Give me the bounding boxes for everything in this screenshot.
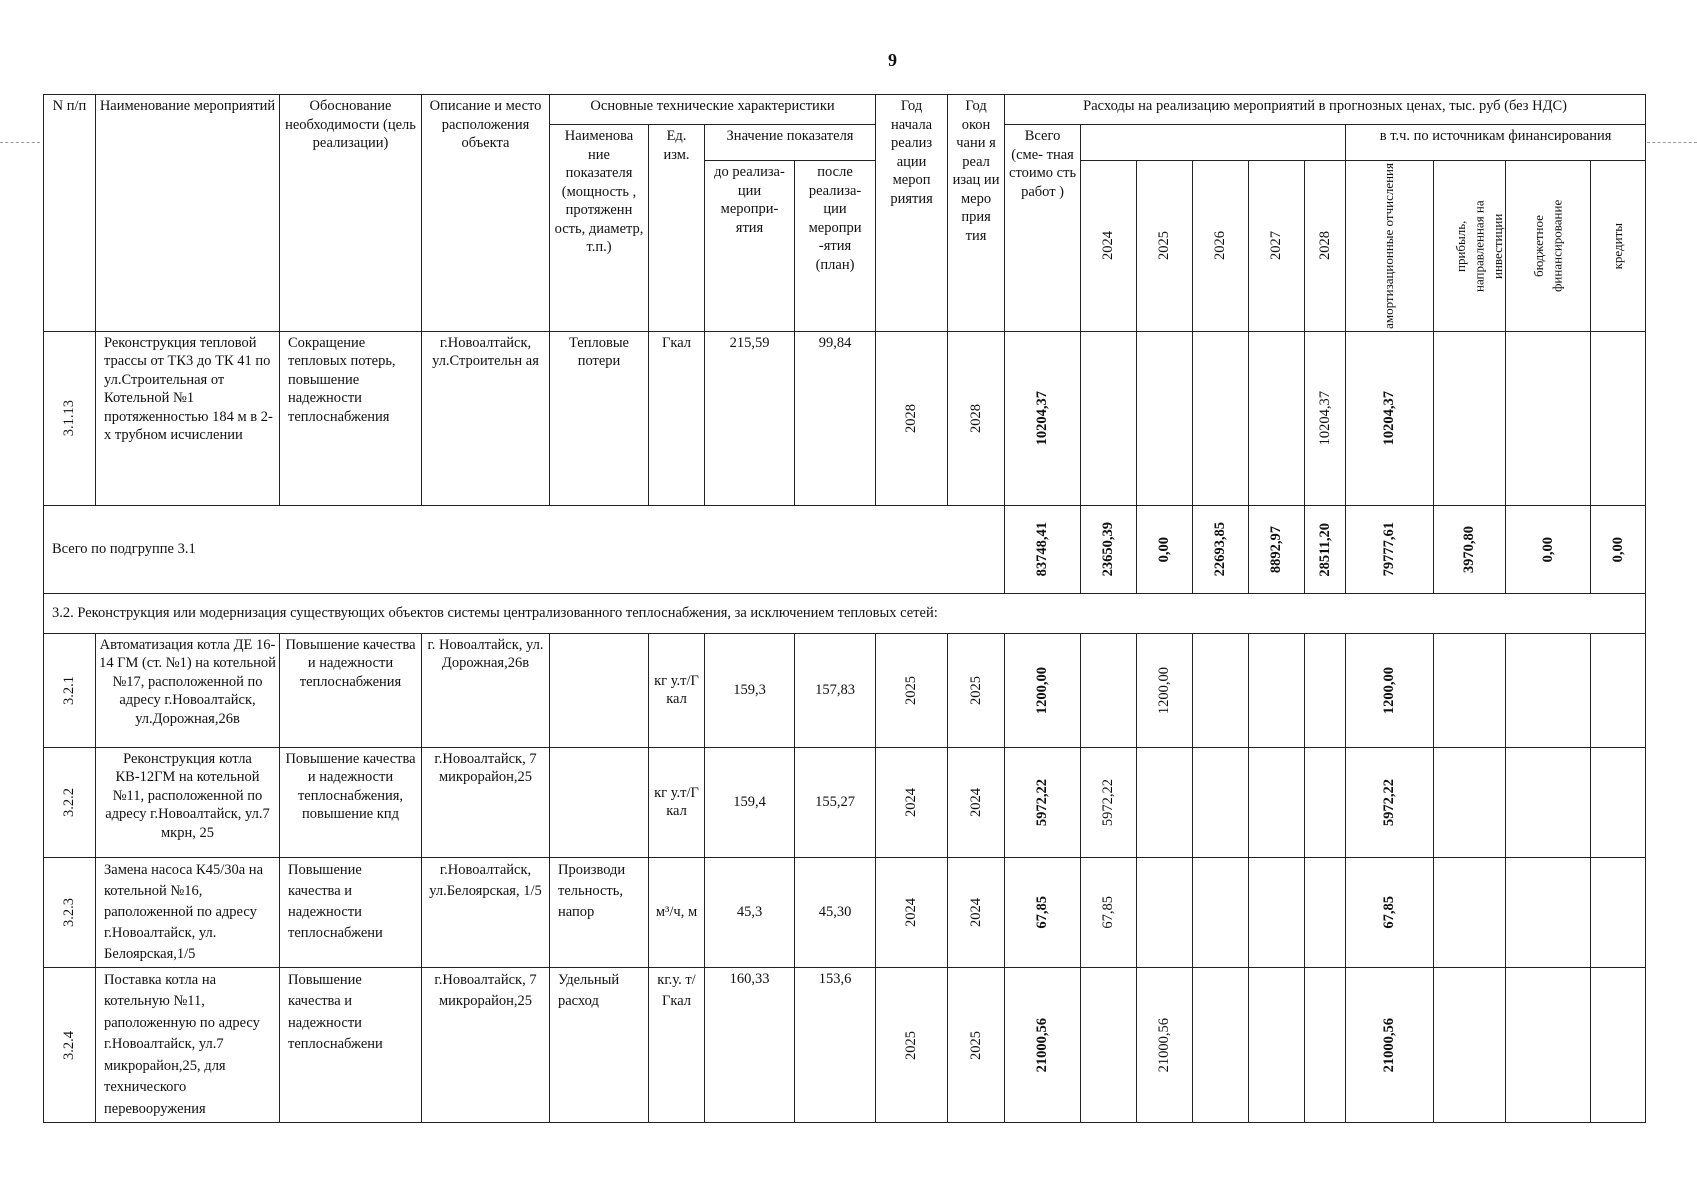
value-before: 159,3: [705, 633, 795, 747]
header-source-amort: амортизационные отчисления: [1381, 163, 1397, 329]
header-after: после реализа- ции меропри -ятия (план): [795, 161, 876, 332]
cost-2027: [1249, 967, 1305, 1123]
header-costs-group: Расходы на реализацию мероприятий в прогнозных ценах, тыс. руб (без НДС): [1005, 95, 1646, 125]
row-number: 3.1.13: [61, 400, 78, 437]
indicator: Тепловые потери: [550, 331, 649, 505]
year-start: 2025: [903, 1030, 920, 1060]
subtotal-2026: 22693,85: [1212, 522, 1229, 577]
header-n: N п/п: [44, 95, 96, 332]
cost-2024: 5972,22: [1100, 778, 1117, 826]
header-justification: Обоснование необходимости (цель реализации): [280, 95, 422, 332]
justification: Сокращение тепловых потерь, повышение надежности теплоснабжения: [280, 331, 422, 505]
value-before: 45,3: [705, 857, 795, 967]
justification: Повышение качества и надежности теплоснабжени: [280, 857, 422, 967]
row-number: 3.2.2: [61, 787, 78, 817]
header-source-profit: прибыль, направленная на инвестиции: [1452, 200, 1505, 292]
cost-total: 1200,00: [1034, 666, 1051, 714]
header-sources-group: в т.ч. по источникам финансирования: [1346, 125, 1646, 161]
subtotal-row: [44, 505, 1646, 593]
unit: Гкал: [649, 331, 705, 505]
header-year-2024: 2024: [1100, 231, 1117, 261]
cost-2028: [1305, 633, 1346, 747]
year-end: 2025: [967, 1030, 984, 1060]
row-number: 3.2.1: [61, 675, 78, 705]
year-start: 2028: [903, 403, 920, 433]
subtotal-total: 83748,41: [1034, 522, 1051, 577]
source-budget: [1506, 747, 1591, 857]
source-profit: [1434, 331, 1506, 505]
location: г.Новоалтайск, ул.Белоярская, 1/5: [422, 857, 550, 967]
year-start: 2025: [903, 675, 920, 705]
indicator: [550, 747, 649, 857]
justification: Повышение качества и надежности теплоснабжени: [280, 967, 422, 1123]
cost-total: 10204,37: [1034, 391, 1051, 446]
cost-2026: [1193, 331, 1249, 505]
table-row: [44, 331, 1646, 505]
cost-2024: 67,85: [1100, 896, 1117, 929]
year-end: 2025: [967, 675, 984, 705]
cost-2027: [1249, 857, 1305, 967]
location: г.Новоалтайск, ул.Строительн ая: [422, 331, 550, 505]
cost-2027: [1249, 747, 1305, 857]
value-after: 45,30: [795, 857, 876, 967]
unit: кг.у. т/ Гкал: [649, 967, 705, 1123]
header-year-2025: 2025: [1156, 231, 1173, 261]
event-name: Замена насоса К45/30а на котельной №16, раположенной по адресу г.Новоалтайск, ул. Белоярская,1/5: [96, 857, 280, 967]
source-credit: [1591, 633, 1646, 747]
subtotal-amort: 79777,61: [1381, 522, 1398, 577]
scan-dash-line-left: [0, 142, 40, 143]
source-amort: 67,85: [1381, 896, 1398, 929]
source-amort: 1200,00: [1381, 666, 1398, 714]
cost-2028: 10204,37: [1316, 391, 1333, 446]
source-budget: [1506, 331, 1591, 505]
header-year-start: Год начала реализ ации мероп риятия: [876, 95, 948, 332]
cost-2024: [1081, 633, 1137, 747]
row-number: 3.2.3: [61, 897, 78, 927]
header-value-group: Значение показателя: [705, 125, 876, 161]
source-profit: [1434, 633, 1506, 747]
cost-2028: [1305, 857, 1346, 967]
table-row: [44, 857, 1646, 967]
justification: Повышение качества и надежности теплоснабжения, повышение кпд: [280, 747, 422, 857]
location: г. Новоалтайск, ул. Дорожная,26в: [422, 633, 550, 747]
year-start: 2024: [903, 787, 920, 817]
source-amort: 21000,56: [1381, 1017, 1398, 1073]
indicator: Удельный расход: [550, 967, 649, 1123]
year-end: 2024: [967, 787, 984, 817]
header-year-end: Год окон чани я реал изац ии меро прия тия: [948, 95, 1005, 332]
source-profit: [1434, 967, 1506, 1123]
source-budget: [1506, 857, 1591, 967]
cost-2026: [1193, 967, 1249, 1123]
source-credit: [1591, 967, 1646, 1123]
value-after: 153,6: [795, 967, 876, 1123]
header-unit: Ед. изм.: [649, 125, 705, 332]
section-heading: 3.2. Реконструкция или модернизация существующих объектов системы централизованного теплоснабжения, за исключением тепловых сетей:: [44, 593, 1646, 633]
subtotal-profit: 3970,80: [1461, 525, 1478, 573]
year-end: 2028: [967, 403, 984, 433]
source-credit: [1591, 857, 1646, 967]
cost-2027: [1249, 633, 1305, 747]
cost-2026: [1193, 747, 1249, 857]
unit: м³/ч, м: [649, 857, 705, 967]
value-before: 215,59: [705, 331, 795, 505]
indicator: [550, 633, 649, 747]
cost-2025: [1137, 857, 1193, 967]
source-budget: [1506, 633, 1591, 747]
header-years-blank: [1081, 125, 1346, 161]
source-budget: [1506, 967, 1591, 1123]
header-source-budget: бюджетное финансирование: [1531, 199, 1565, 293]
unit: кг у.т/Г кал: [649, 633, 705, 747]
cost-2024: [1081, 967, 1137, 1123]
header-location: Описание и место расположения объекта: [422, 95, 550, 332]
cost-total: 21000,56: [1034, 1017, 1051, 1073]
source-amort: 10204,37: [1381, 391, 1398, 446]
year-end: 2024: [967, 897, 984, 927]
subtotal-budget: 0,00: [1539, 536, 1556, 563]
event-name: Автоматизация котла ДЕ 16-14 ГМ (ст. №1) на котельной №17, расположенной по адресу г.Новоалтайск, ул.Дорожная,26в: [96, 633, 280, 747]
source-credit: [1591, 747, 1646, 857]
location: г.Новоалтайск, 7 микрорайон,25: [422, 747, 550, 857]
cost-2024: [1081, 331, 1137, 505]
cost-total: 67,85: [1034, 896, 1051, 929]
subtotal-2027: 8892,97: [1268, 525, 1285, 573]
value-after: 155,27: [795, 747, 876, 857]
cost-2025: 1200,00: [1156, 666, 1173, 714]
value-before: 159,4: [705, 747, 795, 857]
scan-dash-line-right: [1647, 142, 1697, 143]
location: г.Новоалтайск, 7 микрорайон,25: [422, 967, 550, 1123]
table-row: [44, 633, 1646, 747]
value-before: 160,33: [705, 967, 795, 1123]
cost-2025: [1137, 747, 1193, 857]
cost-2026: [1193, 857, 1249, 967]
row-number: 3.2.4: [61, 1030, 78, 1060]
header-year-2027: 2027: [1268, 231, 1285, 261]
source-credit: [1591, 331, 1646, 505]
header-tech-group: Основные технические характеристики: [550, 95, 876, 125]
source-profit: [1434, 747, 1506, 857]
header-indicator-name: Наименова ние показателя (мощность , протяженн ость, диаметр, т.п.): [550, 125, 649, 332]
event-name: Реконструкция котла КВ-12ГМ на котельной №11, расположенной по адресу г.Новоалтайск, ул.7 мкрн, 25: [96, 747, 280, 857]
cost-2026: [1193, 633, 1249, 747]
unit: кг у.т/Г кал: [649, 747, 705, 857]
event-name: Поставка котла на котельную №11, раположенную по адресу г.Новоалтайск, ул.7 микрорайон,25, для технического перевооружения: [96, 967, 280, 1123]
header-year-2026: 2026: [1212, 231, 1229, 261]
header-before: до реализа- ции меропри- ятия: [705, 161, 795, 332]
subtotal-2024: 23650,39: [1100, 522, 1117, 577]
value-after: 99,84: [795, 331, 876, 505]
header-name: Наименование мероприятий: [96, 95, 280, 332]
investment-table: [43, 94, 1646, 1123]
cost-2028: [1305, 747, 1346, 857]
cost-2028: [1305, 967, 1346, 1123]
value-after: 157,83: [795, 633, 876, 747]
source-profit: [1434, 857, 1506, 967]
header-source-credit: кредиты: [1609, 222, 1625, 270]
subtotal-label: Всего по подгруппе 3.1: [44, 505, 1005, 593]
cost-2025: 21000,56: [1156, 1017, 1173, 1073]
justification: Повышение качества и надежности теплоснабжения: [280, 633, 422, 747]
indicator: Производи тельность, напор: [550, 857, 649, 967]
table-row: [44, 967, 1646, 1123]
page-number: 9: [888, 50, 897, 70]
cost-total: 5972,22: [1034, 778, 1051, 826]
year-start: 2024: [903, 897, 920, 927]
subtotal-credit: 0,00: [1609, 536, 1626, 563]
table-row: [44, 747, 1646, 857]
header-year-2028: 2028: [1316, 231, 1333, 261]
cost-2027: [1249, 331, 1305, 505]
subtotal-2028: 28511,20: [1316, 522, 1333, 577]
event-name: Реконструкция тепловой трассы от ТК3 до ТК 41 по ул.Строительная от Котельной №1 протяженностью 184 м в 2-х трубном исчислении: [96, 331, 280, 505]
cost-2025: [1137, 331, 1193, 505]
source-amort: 5972,22: [1381, 778, 1398, 826]
header-total: Всего (сме- тная стоимо сть работ ): [1005, 125, 1081, 332]
subtotal-2025: 0,00: [1156, 536, 1173, 563]
